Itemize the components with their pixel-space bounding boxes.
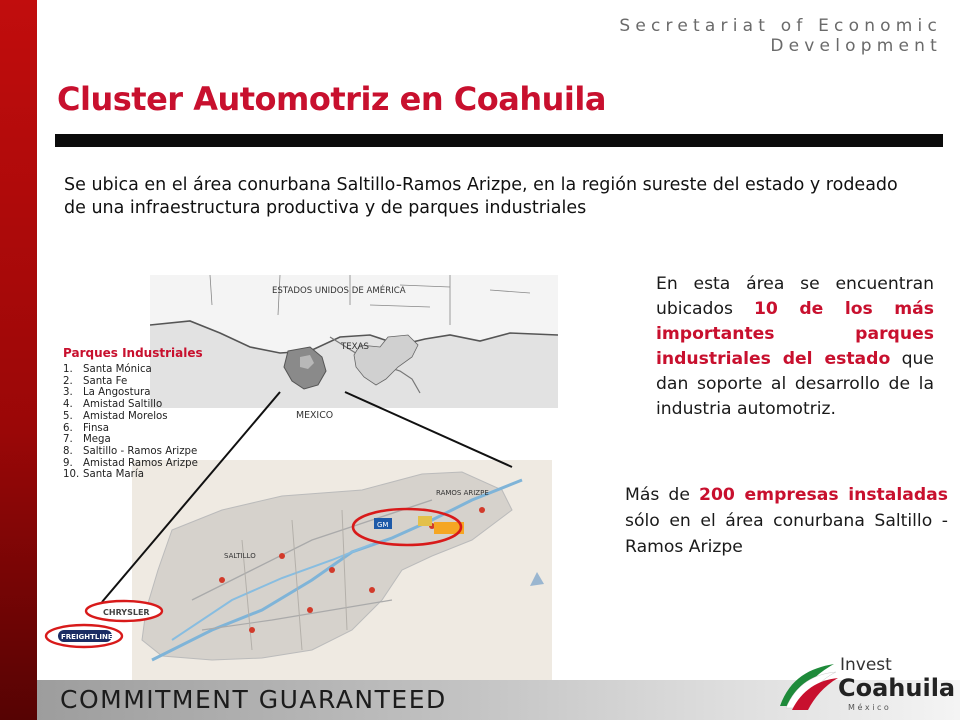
footer-tagline: COMMITMENT GUARANTEED: [60, 685, 447, 714]
park-number: 8.: [63, 445, 73, 457]
industrial-parks-list: [63, 346, 203, 481]
park-name: Amistad Morelos: [83, 410, 168, 422]
freightliner-logo: FREIGHTLINER: [61, 633, 119, 641]
park-number: 7.: [63, 434, 73, 446]
park-number: 6.: [63, 422, 73, 434]
park-number: 3.: [63, 387, 73, 399]
companies-text-a: Más de: [625, 485, 700, 505]
logo-coahuila: Coahuila: [838, 674, 955, 702]
header-line-2: Development: [770, 36, 942, 56]
park-name: Saltillo - Ramos Arizpe: [83, 445, 198, 457]
map-label-usa: ESTADOS UNIDOS DE AMÉRICA: [272, 286, 406, 296]
map-label-texas: TEXAS: [341, 342, 369, 352]
map-label-mexico: MEXICO: [296, 410, 334, 421]
park-name: Santa María: [83, 469, 144, 481]
list-item: [63, 458, 203, 470]
list-item: [63, 423, 203, 435]
park-name: Santa Mónica: [83, 364, 152, 375]
summary-text-c: que dan soporte al desarrollo de la industria automotriz.: [656, 349, 934, 419]
park-number: 5.: [63, 410, 73, 422]
logo-mexico: M é x i c o: [848, 703, 889, 712]
list-item: [63, 387, 203, 399]
parks-items: [63, 364, 203, 481]
park-number: 1.: [63, 364, 73, 375]
gm-label: GM: [377, 521, 389, 529]
map-label-ramos-arizpe: RAMOS ARIZPE: [436, 489, 489, 497]
park-name: Amistad Ramos Arizpe: [83, 457, 198, 469]
park-name: Finsa: [83, 422, 109, 434]
parks-title: Parques Industriales: [63, 346, 203, 360]
list-item: [63, 434, 203, 446]
park-number: 10.: [63, 469, 80, 481]
logo-invest: Invest: [840, 655, 892, 675]
companies-paragraph: [625, 482, 948, 560]
park-name: Santa Fe: [83, 375, 128, 387]
companies-text-c: sólo en el área conurbana Saltillo - Ramos Arizpe: [625, 511, 948, 557]
list-item: [63, 364, 203, 376]
companies-highlight: 200 empresas instaladas: [699, 485, 948, 505]
intro-paragraph: Se ubica en el área conurbana Saltillo-Ramos Arizpe, en la región sureste del estado y rodeado de una infraestructura productiva y de parques industriales: [64, 175, 898, 218]
park-name: Amistad Saltillo: [83, 399, 163, 411]
list-item: [63, 376, 203, 388]
chrysler-logo: CHRYSLER: [103, 608, 150, 617]
map-label-saltillo: SALTILLO: [224, 552, 256, 560]
park-number: 9.: [63, 457, 73, 469]
summary-text-a: En esta área se encuentran ubicados: [656, 274, 934, 319]
list-item: [63, 399, 203, 411]
slide-title: Cluster Automotriz en Coahuila: [57, 80, 606, 118]
park-number: 4.: [63, 399, 73, 411]
invest-coahuila-logo: [770, 648, 955, 716]
list-item: [63, 411, 203, 423]
header-line-1: Secretariat of Economic: [619, 16, 942, 36]
list-item: [63, 469, 203, 481]
park-number: 2.: [63, 375, 73, 387]
park-name: Mega: [83, 434, 111, 446]
park-name: La Angostura: [83, 387, 151, 399]
list-item: [63, 446, 203, 458]
parks-summary-paragraph: [656, 272, 934, 422]
summary-highlight: 10 de los más importantes parques industriales del estado: [656, 299, 935, 369]
